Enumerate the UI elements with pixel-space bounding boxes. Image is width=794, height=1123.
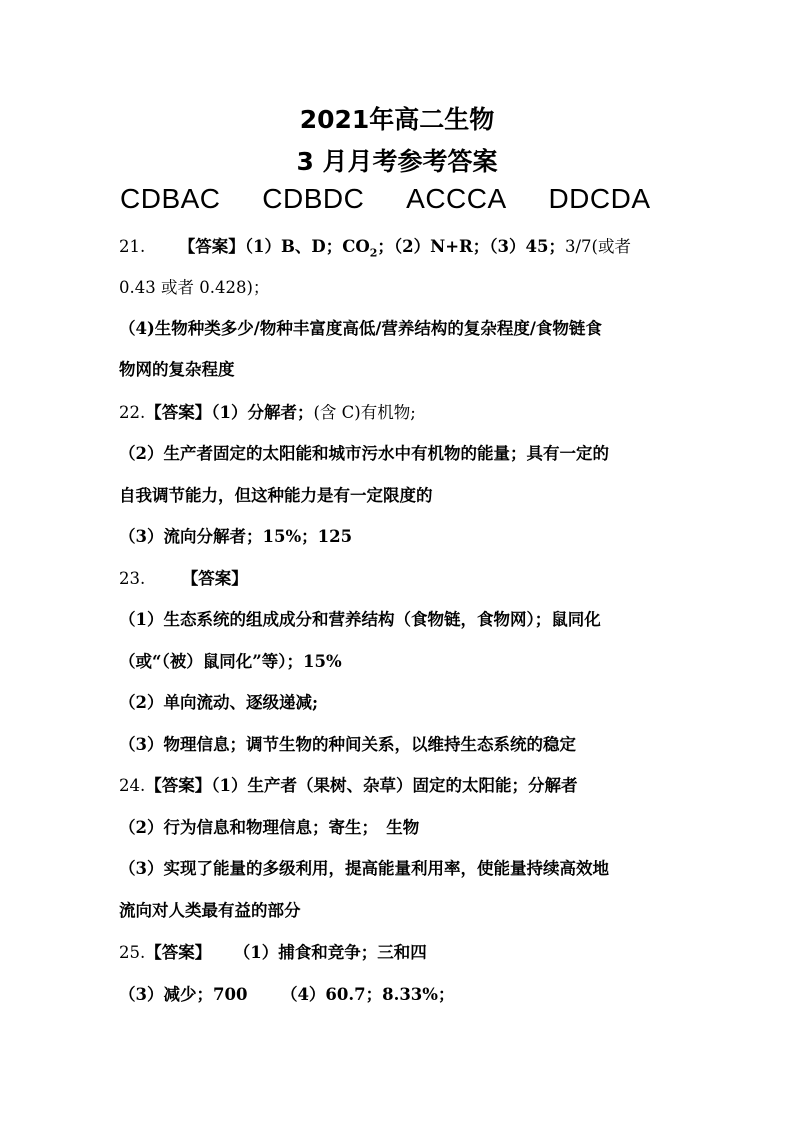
q25-part1: （1）捕食和竞争；三和四	[233, 943, 427, 962]
q21-label: 【答案】	[178, 237, 245, 256]
q24-number: 24.	[119, 776, 146, 795]
q25-line-1	[119, 939, 427, 963]
q21-part2: ；（2）N+R；（3）45；	[377, 237, 565, 256]
q24-part1: （1）生产者（果树、杂草）固定的太阳能；分解者	[211, 776, 578, 795]
q23-line-4: （2）单向流动、逐级递减;	[119, 693, 319, 712]
q21-subscript: 2	[369, 246, 378, 260]
q24-label: 【答案】	[145, 776, 212, 795]
q22-number: 22.	[119, 403, 146, 422]
q21-number: 21.	[119, 237, 146, 256]
q22-part1: （1）分解者；	[211, 403, 314, 422]
title-line-1: 2021年高二生物	[299, 105, 495, 134]
q22-line-4: （3）流向分解者；15%；125	[119, 527, 353, 546]
q25-line-2a: （3）减少；700	[119, 985, 248, 1004]
q22-label: 【答案】	[145, 403, 212, 422]
q23-line-1	[119, 565, 248, 589]
q24-line-1	[119, 772, 577, 796]
q24-line-3: （3）实现了能量的多级利用，提高能量利用率，使能量持续高效地	[119, 859, 609, 878]
multiple-choice-answers	[120, 183, 685, 215]
q23-label: 【答案】	[181, 569, 248, 588]
q22-part2: (含 C)有机物;	[313, 403, 416, 422]
q23-number: 23.	[119, 569, 146, 588]
q23-line-3: （或“（被）鼠同化”等）；15%	[119, 652, 342, 671]
q23-line-5: （3）物理信息；调节生物的种间关系，以维持生态系统的稳定	[119, 735, 576, 754]
mc-group-2: CDBDC	[262, 183, 365, 214]
title-line-2: 3 月月考参考答案	[296, 147, 498, 176]
q24-line-2: （2）行为信息和物理信息；寄生； 生物	[119, 818, 420, 837]
mc-group-3: ACCCA	[406, 183, 507, 214]
q25-line-2b: （4）60.7；8.33%；	[280, 985, 455, 1004]
q21-line-1	[119, 233, 631, 259]
q23-line-2: （1）生态系统的组成成分和营养结构（食物链，食物网）；鼠同化	[119, 610, 601, 629]
q25-label: 【答案】	[145, 943, 212, 962]
q24-line-4: 流向对人类最有益的部分	[119, 901, 301, 920]
q21-line-4: 物网的复杂程度	[119, 360, 235, 379]
q22-line-1	[119, 399, 416, 423]
q22-line-3: 自我调节能力，但这种能力是有一定限度的	[119, 486, 433, 505]
mc-group-4: DDCDA	[548, 183, 651, 214]
q21-line-3: （4)生物种类多少/物种丰富度高低/营养结构的复杂程度/食物链食	[119, 319, 602, 338]
q21-part1: （1）B、D；CO	[244, 237, 370, 256]
mc-group-1: CDBAC	[120, 183, 221, 214]
q21-line-2: 0.43 或者 0.428)；	[119, 278, 270, 297]
q22-line-2: （2）生产者固定的太阳能和城市污水中有机物的能量；具有一定的	[119, 444, 609, 463]
q25-number: 25.	[119, 943, 146, 962]
q21-part3: 3/7(或者	[564, 237, 631, 256]
q25-line-2	[119, 981, 454, 1005]
